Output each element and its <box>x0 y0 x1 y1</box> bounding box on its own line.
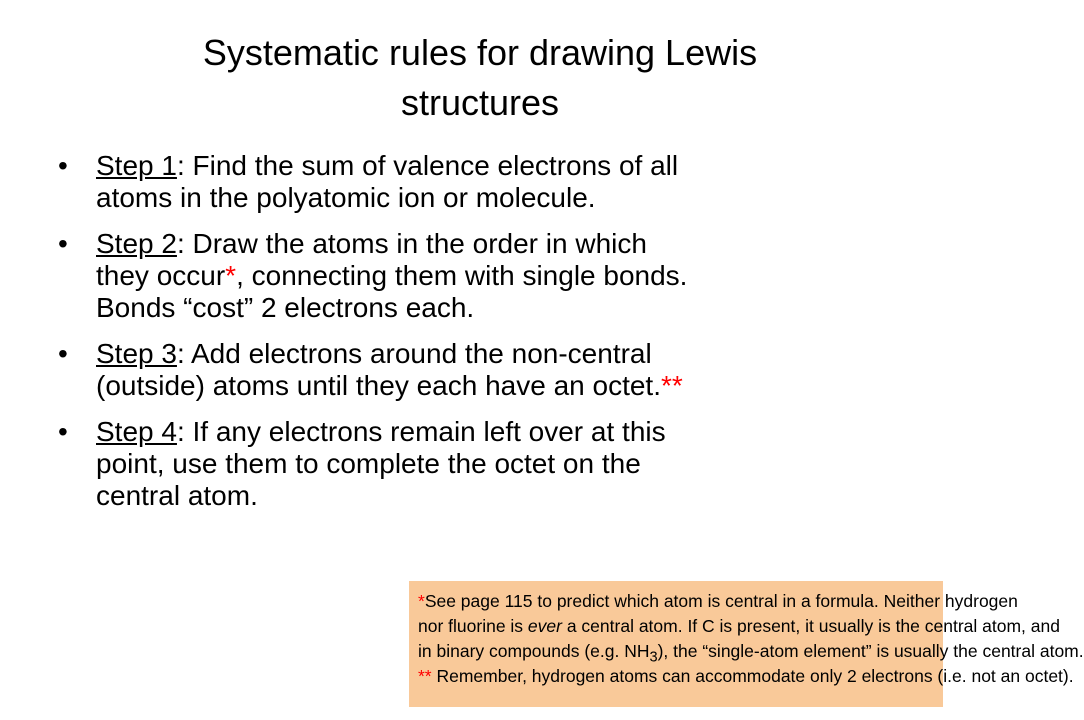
step-3-text-line-2: (outside) atoms until they each have an octet. <box>96 370 661 401</box>
step-1-text-line-2: atoms in the polyatomic ion or molecule. <box>96 182 596 213</box>
footnote-line-3-subscript: 3 <box>649 649 658 666</box>
step-2-text-line-2-pre: they occur <box>96 260 226 291</box>
step-3-label: Step 3 <box>96 338 177 369</box>
step-3-text-line-1: : Add electrons around the non-central <box>176 338 652 369</box>
slide-title <box>80 28 880 128</box>
slide-title-line-1: Systematic rules for drawing Lewis <box>202 32 758 73</box>
slide-title-line-2: structures <box>400 82 560 123</box>
step-2-text-line-3: Bonds “cost” 2 electrons each. <box>96 292 475 323</box>
footnote-double-asterisk-mark: ** <box>418 666 432 686</box>
step-1-item <box>58 150 878 214</box>
footnote-line-4 <box>418 665 1074 687</box>
step-2-asterisk-mark: * <box>225 260 237 291</box>
step-1-text-line-1: : Find the sum of valence electrons of all <box>176 150 679 181</box>
footnote-line-1 <box>418 590 1018 612</box>
footnote-line-3-pre: in binary compounds (e.g. NH <box>418 641 650 661</box>
bullet-dot-icon: • <box>58 338 68 369</box>
bullet-dot-icon: • <box>58 416 68 447</box>
step-3-item <box>58 338 878 402</box>
bullet-dot-icon: • <box>58 150 68 181</box>
step-1-label: Step 1 <box>96 150 177 181</box>
step-2-text-line-2-post: , connecting them with single bonds. <box>236 260 688 291</box>
step-4-text-line-2: point, use them to complete the octet on the <box>96 448 641 479</box>
step-4-item <box>58 416 878 512</box>
step-2-text-line-1: : Draw the atoms in the order in which <box>176 228 647 259</box>
steps-list <box>58 150 878 526</box>
step-4-text-line-3: central atom. <box>96 480 258 511</box>
step-4-text-line-1: : If any electrons remain left over at this <box>176 416 666 447</box>
footnote-asterisk-mark: * <box>418 591 425 611</box>
footnote-line-2-post: a central atom. If C is present, it usually is the central atom, and <box>561 616 1060 636</box>
footnote-line-2 <box>418 615 1060 637</box>
step-4-label: Step 4 <box>96 416 177 447</box>
footnote-line-2-pre: nor fluorine is <box>418 616 528 636</box>
step-2-label: Step 2 <box>96 228 177 259</box>
footnote-line-2-emphasis: ever <box>527 616 562 636</box>
bullet-dot-icon: • <box>58 228 68 259</box>
footnote-line-3-post: ), the “single-atom element” is usually the central atom. <box>657 641 1084 661</box>
step-2-item <box>58 228 878 324</box>
step-3-double-asterisk-mark: ** <box>661 370 683 401</box>
footnote-line-1-text: See page 115 to predict which atom is central in a formula. Neither hydrogen <box>424 591 1018 611</box>
footnote-line-4-text: Remember, hydrogen atoms can accommodate only 2 electrons (i.e. not an octet). <box>431 666 1074 686</box>
